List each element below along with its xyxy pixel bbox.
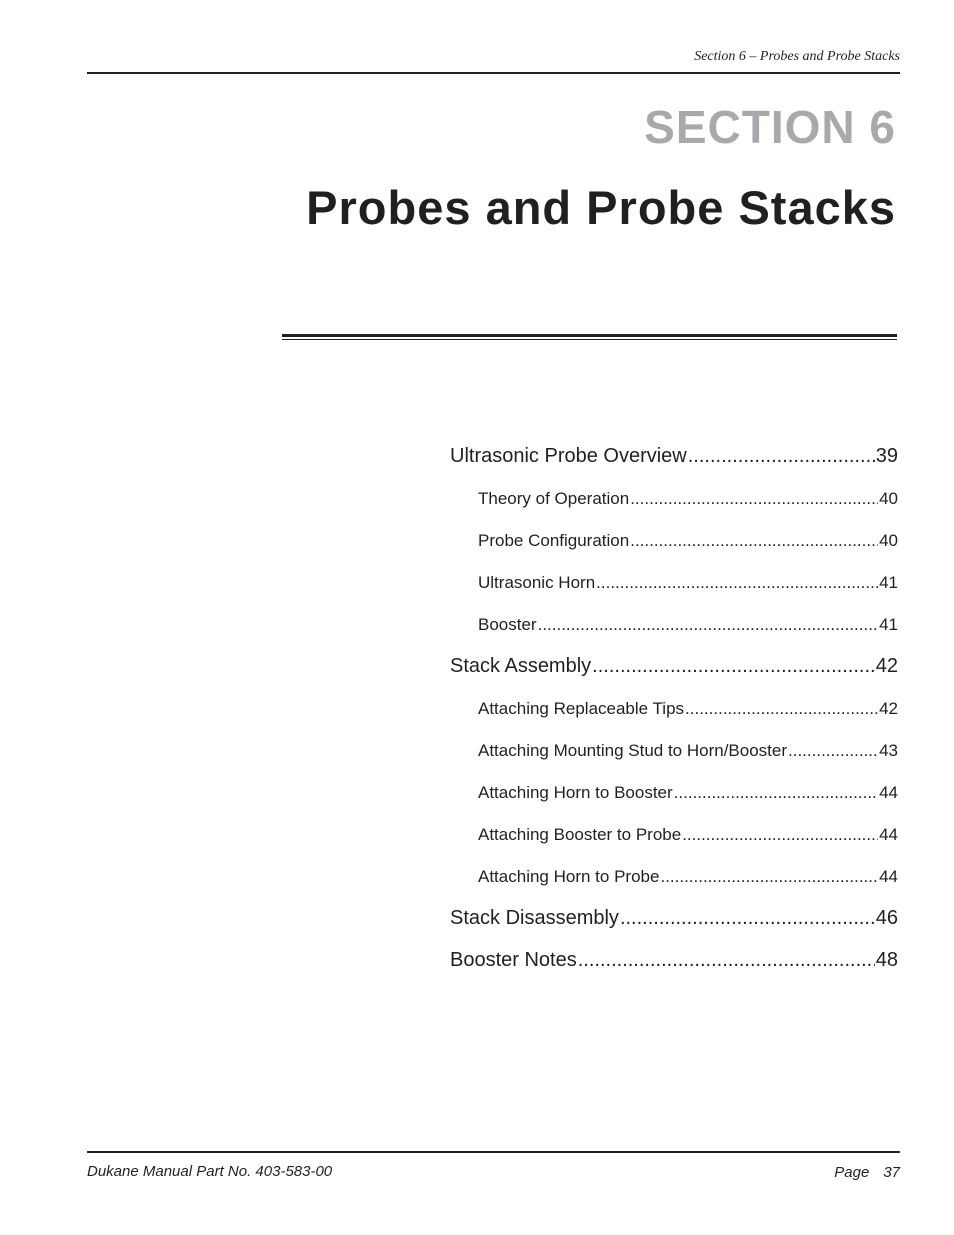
toc-entry-label: Ultrasonic Horn bbox=[478, 573, 596, 592]
toc-leader-dots bbox=[685, 692, 878, 726]
toc-leader-dots bbox=[660, 860, 878, 894]
toc-leader-dots bbox=[688, 440, 875, 472]
toc-entry-attaching-mounting-stud[interactable] bbox=[450, 734, 898, 776]
toc-entry-ultrasonic-horn[interactable] bbox=[450, 566, 898, 608]
toc-entry-page: 44 bbox=[879, 867, 898, 886]
footer-manual-part: Dukane Manual Part No. 403-583-00 bbox=[87, 1163, 333, 1180]
toc-entry-page: 42 bbox=[875, 655, 898, 677]
footer-page-number: 37 bbox=[883, 1164, 900, 1181]
toc-entry-label: Attaching Booster to Probe bbox=[478, 825, 682, 844]
toc-entry-attaching-horn-to-booster[interactable] bbox=[450, 776, 898, 818]
toc-entry-page: 41 bbox=[879, 573, 898, 592]
toc-entry-attaching-replaceable-tips[interactable] bbox=[450, 692, 898, 734]
toc-entry-label: Booster bbox=[478, 615, 537, 634]
toc-leader-dots bbox=[630, 524, 878, 558]
toc-leader-dots bbox=[596, 566, 878, 600]
toc-entry-page: 40 bbox=[879, 489, 898, 508]
toc-entry-label: Ultrasonic Probe Overview bbox=[450, 445, 687, 467]
toc-entry-label: Booster Notes bbox=[450, 949, 577, 971]
toc-entry-page: 48 bbox=[875, 949, 898, 971]
toc-entry-label: Attaching Horn to Probe bbox=[478, 867, 660, 886]
section-label: SECTION 6 bbox=[644, 101, 896, 153]
toc-entry-label: Attaching Horn to Booster bbox=[478, 783, 673, 802]
title-double-rule bbox=[282, 334, 897, 340]
toc-leader-dots bbox=[788, 734, 878, 768]
toc-entry-label: Theory of Operation bbox=[478, 489, 630, 508]
chapter-title: Probes and Probe Stacks bbox=[306, 181, 896, 234]
table-of-contents bbox=[450, 440, 898, 986]
toc-leader-dots bbox=[674, 776, 878, 810]
toc-leader-dots bbox=[538, 608, 878, 642]
footer-page-label: Page bbox=[834, 1164, 870, 1181]
toc-entry-page: 44 bbox=[879, 783, 898, 802]
toc-entry-stack-disassembly[interactable] bbox=[450, 902, 898, 944]
toc-leader-dots bbox=[592, 650, 875, 682]
toc-entry-page: 39 bbox=[875, 445, 898, 467]
toc-entry-stack-assembly[interactable] bbox=[450, 650, 898, 692]
header-rule bbox=[87, 72, 900, 74]
toc-entry-booster-notes[interactable] bbox=[450, 944, 898, 986]
toc-entry-label: Stack Disassembly bbox=[450, 907, 619, 929]
toc-leader-dots bbox=[630, 482, 878, 516]
toc-entry-label: Probe Configuration bbox=[478, 531, 630, 550]
toc-entry-page: 44 bbox=[879, 825, 898, 844]
toc-leader-dots bbox=[578, 944, 875, 976]
toc-entry-page: 40 bbox=[879, 531, 898, 550]
toc-entry-probe-configuration[interactable] bbox=[450, 524, 898, 566]
toc-entry-booster[interactable] bbox=[450, 608, 898, 650]
toc-entry-page: 41 bbox=[879, 615, 898, 634]
toc-entry-attaching-horn-to-probe[interactable] bbox=[450, 860, 898, 902]
toc-entry-page: 43 bbox=[879, 741, 898, 760]
toc-entry-page: 46 bbox=[875, 907, 898, 929]
footer-rule bbox=[87, 1151, 900, 1153]
toc-entry-ultrasonic-probe-overview[interactable] bbox=[450, 440, 898, 482]
toc-entry-label: Stack Assembly bbox=[450, 655, 592, 677]
running-head: Section 6 – Probes and Probe Stacks bbox=[694, 49, 900, 64]
toc-leader-dots bbox=[620, 902, 875, 934]
toc-entry-attaching-booster-to-probe[interactable] bbox=[450, 818, 898, 860]
toc-entry-label: Attaching Mounting Stud to Horn/Booster bbox=[478, 741, 788, 760]
toc-leader-dots bbox=[682, 818, 878, 852]
toc-entry-theory-of-operation[interactable] bbox=[450, 482, 898, 524]
toc-entry-label: Attaching Replaceable Tips bbox=[478, 699, 685, 718]
toc-entry-page: 42 bbox=[879, 699, 898, 718]
footer-page bbox=[834, 1164, 900, 1181]
